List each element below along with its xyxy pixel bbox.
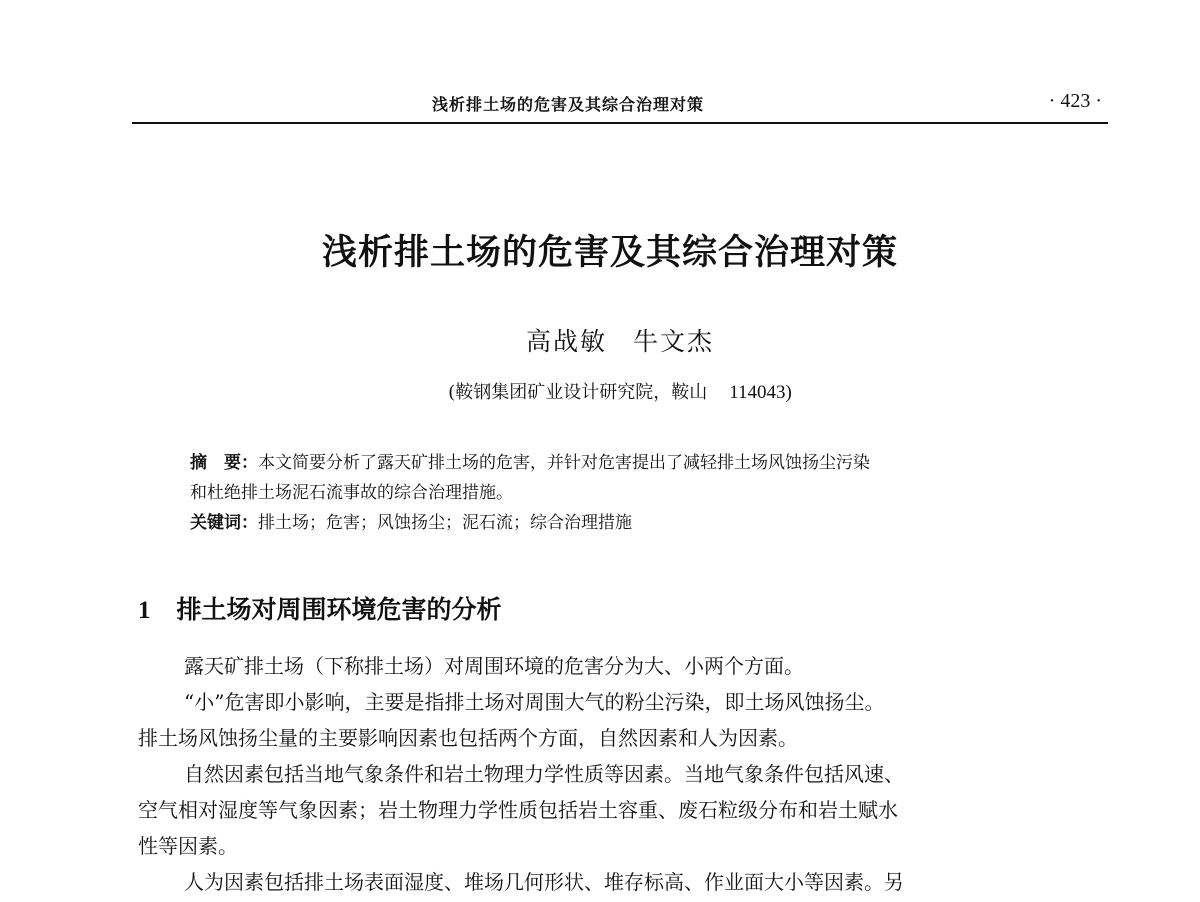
paragraph-line: 性等因素。 (138, 834, 238, 858)
keywords-label: 关键词： (190, 513, 258, 533)
paragraph-line: 排土场风蚀扬尘量的主要影响因素也包括两个方面，自然因素和人为因素。 (138, 726, 798, 750)
header-rule (132, 122, 1108, 124)
keywords-text: 排土场；危害；风蚀扬尘；泥石流；综合治理措施 (258, 513, 632, 533)
author-name: 高战敏 (525, 327, 607, 356)
paper-title: 浅析排土场的危害及其综合治理对策 (321, 232, 898, 273)
section-heading (138, 590, 502, 626)
abstract (190, 448, 1070, 538)
keywords-line (190, 508, 1070, 538)
author-name: 牛文杰 (633, 327, 715, 356)
affiliation-postcode: 114043) (729, 382, 792, 403)
affiliation (0, 378, 1200, 404)
abstract-label: 摘 要： (190, 453, 258, 473)
paragraph-line: 人为因素包括排土场表面湿度、堆场几何形状、堆存标高、作业面大小等因素。另 (184, 870, 904, 894)
paragraph-line: “小”危害即小影响，主要是指排土场对周围大气的粉尘污染，即土场风蚀扬尘。 (184, 690, 885, 714)
paragraph-line: 露天矿排土场（下称排土场）对周围环境的危害分为大、小两个方面。 (184, 654, 804, 678)
section-number: 1 (138, 597, 151, 624)
abstract-text: 本文简要分析了露天矿排土场的危害，并针对危害提出了减轻排土场风蚀扬尘污染 (258, 453, 870, 473)
authors (0, 322, 1200, 358)
running-title: 浅析排土场的危害及其综合治理对策 (432, 95, 705, 114)
abstract-text: 和杜绝排土场泥石流事故的综合治理措施。 (190, 483, 513, 503)
section-title: 排土场对周围环境危害的分析 (176, 595, 502, 624)
abstract-line (190, 448, 1070, 478)
paragraph-line: 空气相对湿度等气象因素；岩土物理力学性质包括岩土容重、废石粒级分布和岩土赋水 (138, 798, 898, 822)
body-text (138, 648, 1108, 900)
paragraph-line: 自然因素包括当地气象条件和岩土物理力学性质等因素。当地气象条件包括风速、 (184, 762, 904, 786)
affiliation-text: (鞍钢集团矿业设计研究院，鞍山 (448, 382, 708, 403)
page-number: · 423 · (1048, 90, 1102, 112)
abstract-line (190, 478, 1070, 508)
running-header (132, 92, 1108, 122)
